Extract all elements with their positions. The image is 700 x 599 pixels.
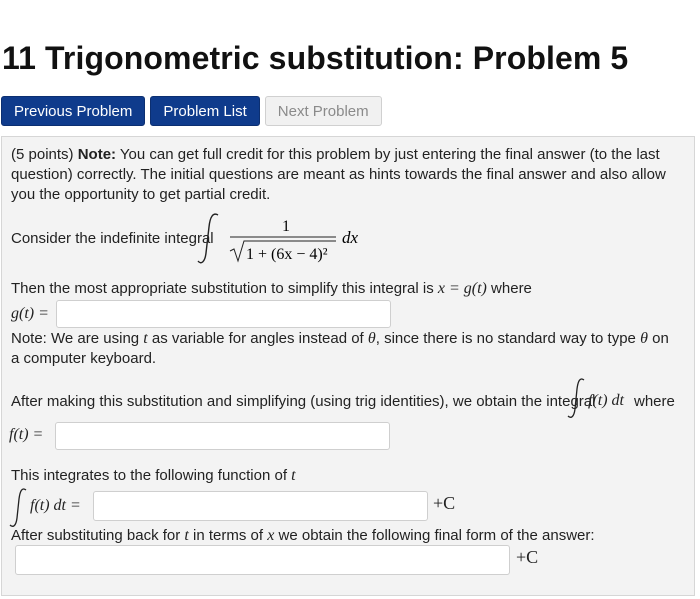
after-integral-expr: f(t) dt bbox=[588, 392, 624, 409]
substitution-text bbox=[11, 279, 532, 299]
substitute-back-c: we obtain the following final form of the answer: bbox=[278, 527, 595, 544]
variable-note-theta: θ bbox=[367, 330, 376, 347]
consider-text: Consider the indefinite integral bbox=[11, 230, 214, 247]
int-label: f(t) dt = bbox=[30, 497, 81, 514]
points-text: (5 points) bbox=[11, 146, 74, 163]
substitute-back-t: t bbox=[184, 527, 189, 544]
integral-sign-icon bbox=[198, 214, 218, 263]
substitute-back-x: x bbox=[267, 527, 275, 544]
integral-numerator: 1 bbox=[282, 218, 290, 235]
plus-c-1: +C bbox=[433, 493, 456, 513]
integral-expression bbox=[196, 209, 366, 269]
variable-note-d: on a computer keyboard. bbox=[11, 330, 669, 367]
after-where: where bbox=[634, 393, 675, 410]
variable-note-b: as variable for angles instead of bbox=[151, 330, 364, 347]
integral-sign-3 bbox=[8, 485, 32, 529]
problem-intro bbox=[11, 145, 691, 205]
plus-c-2: +C bbox=[516, 547, 539, 567]
variable-note-a: Note: We are using bbox=[11, 330, 140, 347]
problem-list-button[interactable]: Problem List bbox=[150, 96, 259, 126]
substitute-back-text bbox=[11, 526, 595, 546]
integrates-text bbox=[11, 466, 296, 486]
integral-sign-icon bbox=[10, 489, 26, 526]
substitution-prompt: Then the most appropriate substitution to simplify this integral is bbox=[11, 280, 434, 297]
next-problem-button[interactable]: Next Problem bbox=[265, 96, 382, 126]
note-text: You can get full credit for this problem by just entering the final answer (to the last question) correctly. The initial questions are meant as hints towards the final answer and also allow you the opportunity to get partial credit. bbox=[11, 146, 666, 203]
integral-sign-icon bbox=[568, 379, 584, 417]
substitute-back-a: After substituting back for bbox=[11, 527, 181, 544]
variable-note-theta2: θ bbox=[640, 330, 648, 347]
integrates-prompt: This integrates to the following function of bbox=[11, 467, 287, 484]
integral-sign-2 bbox=[566, 375, 590, 421]
page-title: 11 Trigonometric substitution: Problem 5 bbox=[2, 40, 629, 76]
problem-nav bbox=[1, 96, 382, 128]
final-answer-input[interactable] bbox=[15, 545, 510, 575]
previous-problem-button[interactable]: Previous Problem bbox=[1, 96, 145, 126]
substitute-back-b: in terms of bbox=[193, 527, 264, 544]
variable-note bbox=[11, 329, 671, 369]
antiderivative-input[interactable] bbox=[93, 491, 428, 521]
integral-denominator: 1 + (6x − 4)² bbox=[246, 246, 328, 263]
g-input[interactable] bbox=[56, 300, 391, 328]
f-input[interactable] bbox=[55, 422, 390, 450]
integral-dx: dx bbox=[342, 228, 359, 247]
substitution-math: x = g(t) bbox=[437, 280, 487, 297]
variable-note-c: , since there is no standard way to type bbox=[375, 330, 636, 347]
g-label: g(t) = bbox=[11, 305, 49, 322]
substitution-where: where bbox=[491, 280, 532, 297]
note-label: Note: bbox=[77, 146, 117, 163]
problem-panel bbox=[1, 136, 695, 596]
integrates-t: t bbox=[291, 467, 296, 484]
f-label: f(t) = bbox=[9, 426, 44, 443]
variable-note-t: t bbox=[143, 330, 148, 347]
after-substitution-text: After making this substitution and simplifying (using trig identities), we obtain the integral bbox=[11, 393, 596, 410]
